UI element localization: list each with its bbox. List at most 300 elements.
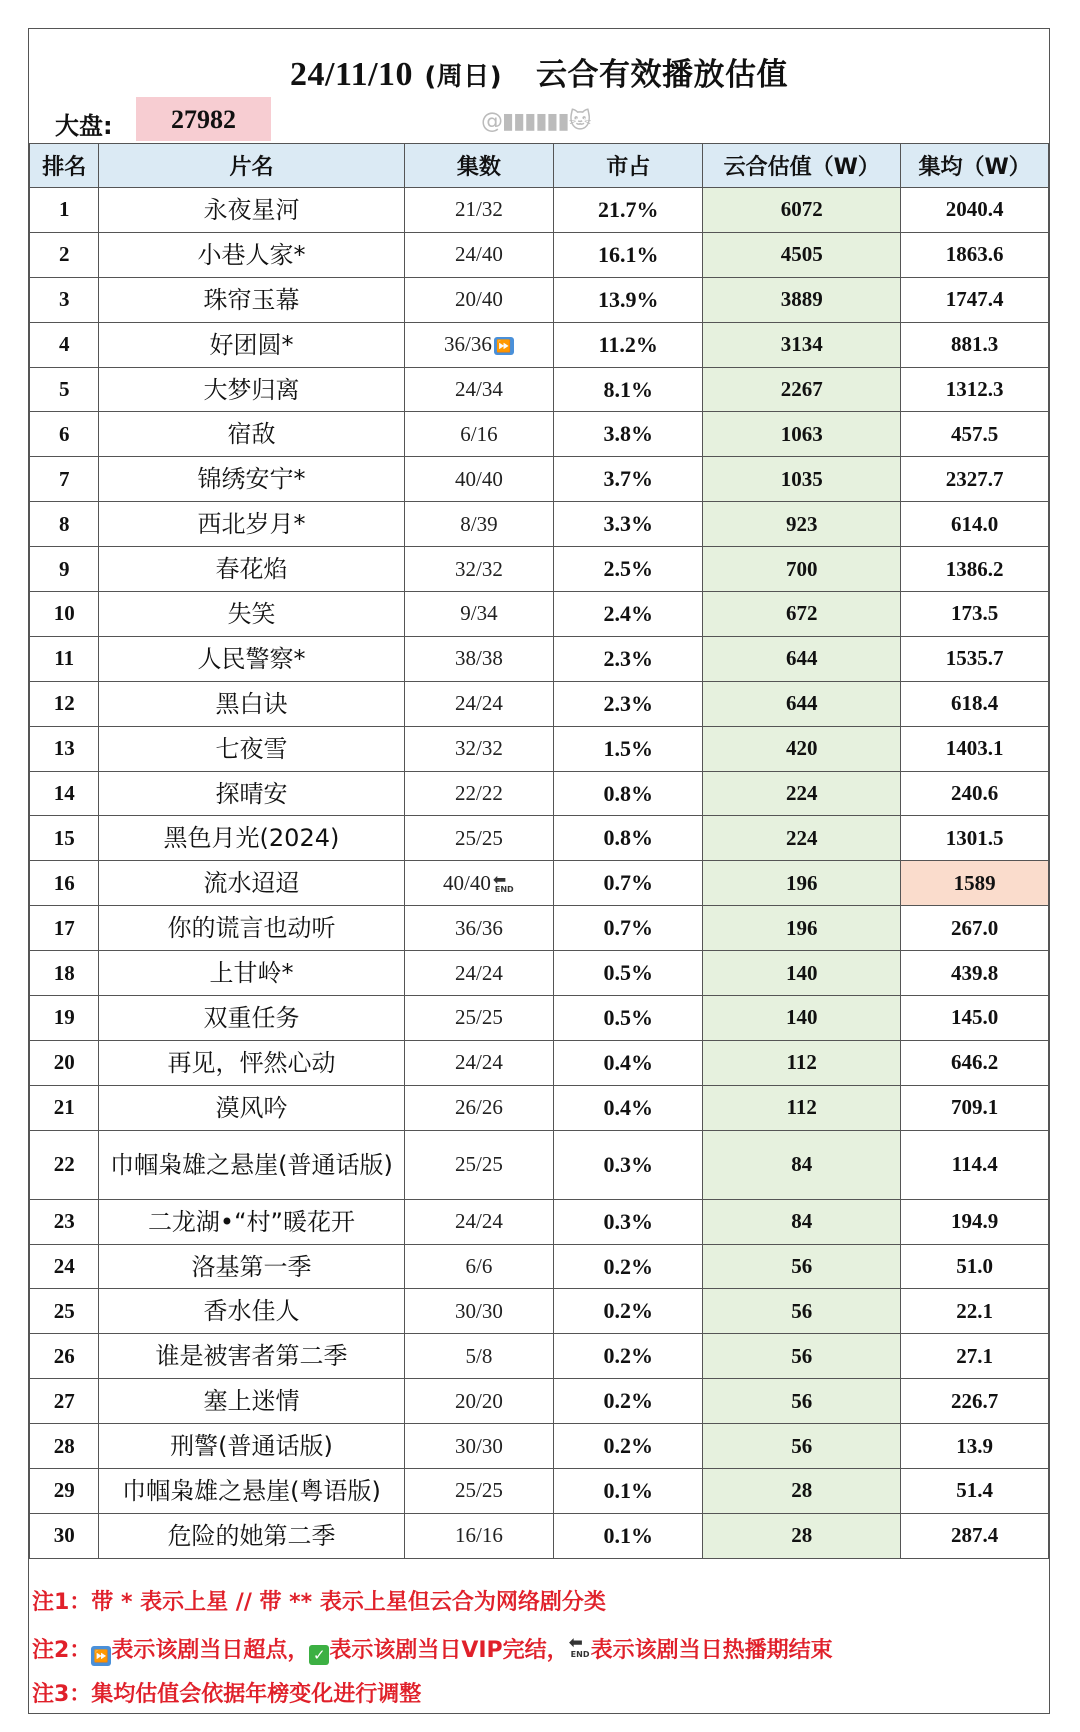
note-2-vip: 表示该剧当日VIP完结， [329,1638,569,1663]
share-cell-text: 0.4% [603,1094,653,1120]
episodes-cell-text: 21/32 [455,197,503,222]
estimate-cell [703,681,901,726]
episodes-cell-text: 26/26 [455,1095,503,1120]
episodes-cell-text: 6/6 [465,1254,493,1279]
episodes-cell [404,996,554,1041]
share-cell [554,996,703,1041]
estimate-cell-text: 56 [791,1298,813,1323]
title-cell-text: 双重任务 [203,1003,300,1032]
rank-cell [30,1334,99,1379]
estimate-cell-text: 1035 [780,466,823,491]
table-row [30,1513,1049,1558]
check-icon: ✓ [309,1645,329,1665]
table-row [30,592,1049,637]
share-cell-text: 21.7% [597,196,659,222]
estimate-cell-text: 644 [785,691,818,716]
rank-cell [30,1085,99,1130]
title-cell [99,771,404,816]
average-cell [901,681,1049,726]
share-cell-text: 0.8% [603,780,653,806]
rank-cell-text: 20 [53,1050,75,1075]
estimate-cell [703,1130,901,1199]
share-cell-text: 3.8% [603,421,653,447]
share-cell [554,322,703,367]
title-cell [99,1199,404,1244]
estimate-cell-text: 196 [785,870,818,895]
title-cell-text: 漠风吟 [215,1093,288,1122]
table-row [30,188,1049,233]
estimate-cell [703,861,901,906]
estimate-cell [703,1379,901,1424]
average-cell-text: 145.0 [951,1005,999,1030]
episodes-cell [404,681,554,726]
rank-cell [30,771,99,816]
rank-cell [30,1199,99,1244]
episodes-cell [404,771,554,816]
table-row [30,1085,1049,1130]
estimate-cell-text: 112 [786,1050,817,1075]
rank-cell [30,367,99,412]
share-cell-text: 0.3% [603,1151,653,1177]
rank-cell-text: 11 [54,646,75,671]
episodes-cell [404,861,554,906]
estimate-cell-text: 4505 [780,242,823,267]
episodes-cell [404,412,554,457]
share-cell [554,906,703,951]
estimate-cell [703,726,901,771]
title-cell-text: 锦绣安宁* [197,465,306,494]
table-row [30,771,1049,816]
average-cell [901,996,1049,1041]
episodes-cell [404,1513,554,1558]
average-cell [901,457,1049,502]
rank-cell-text: 14 [53,781,75,806]
table-row [30,1199,1049,1244]
episodes-cell-text: 9/34 [460,601,498,626]
title-cell [99,232,404,277]
title-cell [99,457,404,502]
estimate-cell-text: 84 [791,1152,813,1177]
fast-forward-icon: ⏩ [494,337,514,355]
rank-cell-text: 27 [53,1388,75,1413]
rank-cell [30,681,99,726]
estimate-cell [703,1085,901,1130]
title-date: 24/11/10 [290,56,414,93]
average-cell-text: 1386.2 [945,556,1004,581]
table-body [30,188,1049,1559]
episodes-cell-text: 40/40 [455,466,503,491]
table-row [30,816,1049,861]
table-row [30,1289,1049,1334]
title-cell [99,1085,404,1130]
rank-cell-text: 6 [58,421,70,446]
estimate-cell [703,1513,901,1558]
title-weekday: (周日) [424,62,503,92]
average-cell [901,1244,1049,1289]
share-cell [554,1379,703,1424]
average-cell-text: 2040.4 [945,197,1004,222]
title-cell [99,547,404,592]
rank-cell [30,547,99,592]
rank-cell [30,412,99,457]
market-label: 大盘: [55,112,113,140]
estimate-cell-text: 56 [791,1343,813,1368]
episodes-cell [404,951,554,996]
rank-cell [30,816,99,861]
average-cell-text: 22.1 [956,1298,994,1323]
note-2-prefix: 注2： [32,1638,92,1663]
share-cell-text: 0.7% [603,915,653,941]
rank-cell-text: 12 [53,691,75,716]
average-cell [901,592,1049,637]
share-cell-text: 2.3% [603,690,653,716]
average-cell [901,1085,1049,1130]
rank-cell-text: 18 [53,960,75,985]
average-cell [901,277,1049,322]
episodes-cell-text: 22/22 [455,781,503,806]
share-cell-text: 16.1% [597,241,659,267]
title-cell-text: 谁是被害者第二季 [155,1342,348,1371]
rank-cell [30,951,99,996]
share-cell-text: 0.2% [603,1343,653,1369]
estimate-cell-text: 56 [791,1388,813,1413]
average-cell [901,1130,1049,1199]
share-cell [554,726,703,771]
fast-forward-icon: ⏩ [91,1646,111,1666]
table-row [30,367,1049,412]
estimate-cell [703,1040,901,1085]
average-cell-text: 51.4 [956,1478,994,1503]
share-cell-text: 2.4% [603,600,653,626]
title-cell-text: 洛基第一季 [191,1252,312,1281]
title-cell [99,1289,404,1334]
average-cell-text: 1535.7 [945,646,1004,671]
episodes-cell [404,1469,554,1514]
estimate-cell [703,412,901,457]
title-cell-text: 巾帼枭雄之悬崖(普通话版) [110,1150,393,1179]
title-cell [99,1424,404,1469]
average-cell [901,1199,1049,1244]
average-cell-text: 1312.3 [945,377,1004,401]
table-row [30,412,1049,457]
title-cell [99,1334,404,1379]
title-cell [99,277,404,322]
average-cell-text: 439.8 [951,960,999,985]
average-cell [901,367,1049,412]
rank-cell-text: 13 [53,736,75,761]
rank-cell-text: 10 [53,601,75,626]
title-cell [99,1040,404,1085]
episodes-cell [404,636,554,681]
share-cell-text: 3.3% [603,511,653,537]
rank-cell-text: 30 [53,1523,75,1548]
col-rank: 排名 [30,144,99,188]
estimate-cell-text: 6072 [780,197,823,222]
episodes-cell-text: 30/30 [455,1298,503,1323]
rank-cell [30,1289,99,1334]
watermark: @▮▮▮▮▮▮🐱 [481,109,591,134]
rank-cell-text: 16 [53,870,75,895]
estimate-cell-text: 84 [791,1209,813,1234]
rank-cell [30,726,99,771]
share-cell [554,1040,703,1085]
rank-cell [30,502,99,547]
average-cell-text: 114.4 [951,1152,998,1177]
average-cell-text: 1747.4 [945,287,1004,312]
share-cell-text: 0.5% [603,960,653,986]
share-cell-text: 13.9% [597,286,659,312]
episodes-cell-text: 25/25 [455,825,503,850]
title-cell-text: 塞上迷情 [203,1387,300,1416]
rank-cell [30,906,99,951]
title-cell-text: 黑色月光(2024) [163,824,340,853]
estimate-cell [703,951,901,996]
title-cell [99,367,404,412]
title-cell-text: 你的谎言也动听 [167,914,336,943]
share-cell-text: 0.8% [603,825,653,851]
rank-cell-text: 17 [53,915,75,940]
average-cell-text: 709.1 [951,1095,999,1120]
average-cell-text: 881.3 [951,332,999,357]
rank-cell [30,188,99,233]
episodes-cell-text: 30/30 [455,1433,503,1458]
rank-cell-text: 9 [58,556,70,581]
share-cell-text: 8.1% [603,376,653,402]
rank-cell [30,592,99,637]
rank-cell [30,1130,99,1199]
average-cell-text: 1863.6 [945,242,1004,267]
rank-cell-text: 28 [53,1433,75,1458]
episodes-cell [404,188,554,233]
rank-cell-text: 21 [53,1095,75,1120]
title-cell-text: 刑警(普通话版) [170,1432,333,1461]
note-1: 注1：带 * 表示上星 // 带 ** 表示上星但云合为网络剧分类 [32,1590,606,1615]
estimate-cell [703,188,901,233]
end-icon-text: END [494,884,514,894]
table-row [30,906,1049,951]
end-arrow-icon: ⬅ END [568,1633,590,1659]
table-row [30,547,1049,592]
share-cell-text: 0.7% [603,870,653,896]
episodes-cell-text: 24/24 [455,691,503,716]
episodes-cell-text: 24/24 [455,1050,503,1075]
episodes-cell [404,726,554,771]
rank-cell-text: 15 [53,825,75,850]
col-share: 市占 [554,144,703,188]
average-cell [901,636,1049,681]
table-row [30,502,1049,547]
estimate-cell-text: 140 [785,960,818,985]
title-cell [99,906,404,951]
average-cell [901,322,1049,367]
rank-cell-text: 29 [53,1478,75,1503]
share-cell [554,771,703,816]
rank-cell-text: 8 [58,511,70,536]
average-cell [901,412,1049,457]
estimate-cell [703,277,901,322]
average-cell-text: 173.5 [951,601,999,626]
title-cell [99,1513,404,1558]
title-cell-text: 西北岁月* [197,510,306,539]
episodes-cell [404,816,554,861]
title-cell [99,1130,404,1199]
average-cell [901,1040,1049,1085]
estimate-cell [703,232,901,277]
average-cell [901,726,1049,771]
col-episodes: 集数 [404,144,554,188]
episodes-cell-text: 25/25 [455,1005,503,1030]
average-cell-text: 13.9 [956,1433,994,1458]
estimate-cell-text: 28 [791,1523,813,1548]
estimate-cell-text: 196 [785,915,818,940]
estimate-cell [703,1424,901,1469]
rank-cell-text: 7 [58,466,70,491]
average-cell-text: 287.4 [951,1523,999,1548]
table-row [30,322,1049,367]
estimate-cell [703,502,901,547]
average-cell-text: 240.6 [951,781,999,806]
note-2-end: 表示该剧当日热播期结束 [590,1638,833,1663]
title-cell-text: 人民警察* [197,644,306,673]
title-cell-text: 二龙湖•“村”暖花开 [147,1207,355,1236]
episodes-cell [404,502,554,547]
table-row [30,1424,1049,1469]
episodes-cell [404,1334,554,1379]
title-cell [99,322,404,367]
title-cell [99,861,404,906]
market-value: 27982 [136,97,271,141]
estimate-cell [703,816,901,861]
rank-cell-text: 4 [58,332,70,357]
col-average: 集均（W） [901,144,1049,188]
title-cell [99,412,404,457]
average-cell [901,188,1049,233]
title-cell-text: 好团圆* [209,330,294,359]
rank-cell-text: 5 [58,377,70,401]
average-cell [901,771,1049,816]
title-cell [99,1379,404,1424]
rank-cell-text: 1 [58,197,70,222]
title-cell [99,592,404,637]
share-cell [554,277,703,322]
rank-cell [30,1244,99,1289]
rank-cell [30,1424,99,1469]
estimate-cell-text: 224 [785,781,818,806]
episodes-cell-text: 40/40 [443,870,491,895]
title-cell [99,502,404,547]
title-cell [99,996,404,1041]
episodes-cell-text: 24/24 [455,960,503,985]
share-cell-text: 0.5% [603,1004,653,1030]
estimate-cell [703,457,901,502]
episodes-cell [404,1130,554,1199]
share-cell [554,502,703,547]
end-arrow-icon: ⬅ END [492,869,514,894]
episodes-cell [404,232,554,277]
share-cell [554,816,703,861]
rank-cell [30,1513,99,1558]
share-cell [554,1199,703,1244]
rank-cell [30,1469,99,1514]
average-cell-text: 457.5 [951,421,999,446]
episodes-cell-text: 5/8 [465,1343,493,1368]
estimate-cell-text: 420 [785,736,818,761]
estimate-cell [703,1199,901,1244]
episodes-cell [404,1244,554,1289]
share-cell [554,681,703,726]
rank-cell [30,636,99,681]
share-cell [554,951,703,996]
average-cell-text: 2327.7 [945,466,1004,491]
episodes-cell-text: 24/40 [455,242,503,267]
title-cell-text: 流水迢迢 [203,869,300,898]
note-2-peak: 表示该剧当日超点， [111,1638,310,1663]
rank-cell [30,1040,99,1085]
share-cell [554,457,703,502]
title-cell [99,188,404,233]
estimate-cell [703,547,901,592]
estimate-cell-text: 56 [791,1254,813,1279]
estimate-cell-text: 2267 [780,377,823,401]
episodes-cell [404,906,554,951]
average-cell-text: 618.4 [951,691,999,716]
average-cell [901,1513,1049,1558]
title-cell [99,1244,404,1289]
episodes-cell-text: 36/36 [444,332,492,357]
rank-cell-text: 2 [58,242,70,267]
share-cell-text: 11.2% [598,331,658,357]
estimate-cell [703,1334,901,1379]
average-cell-text: 614.0 [951,511,999,536]
table-row [30,1244,1049,1289]
page-title [29,49,1049,94]
title-cell-text: 探晴安 [215,779,288,808]
note-3: 注3：集均估值会依据年榜变化进行调整 [32,1682,422,1707]
rank-cell [30,996,99,1041]
table-row [30,232,1049,277]
share-cell [554,1130,703,1199]
share-cell [554,1244,703,1289]
average-cell-text: 51.0 [956,1254,994,1279]
share-cell-text: 0.4% [603,1049,653,1075]
rank-cell-text: 3 [58,287,70,312]
title-cell [99,681,404,726]
estimate-cell [703,592,901,637]
estimate-cell [703,367,901,412]
table-row [30,1334,1049,1379]
title-cell-text: 永夜星河 [203,195,300,224]
share-cell [554,1469,703,1514]
episodes-cell-text: 32/32 [455,736,503,761]
average-cell-text: 27.1 [956,1343,994,1368]
share-cell-text: 0.1% [603,1522,653,1548]
note-2 [32,1633,1052,1666]
average-cell-text: 267.0 [951,915,999,940]
episodes-cell [404,457,554,502]
estimate-cell [703,771,901,816]
title-cell-text: 宿敌 [227,420,276,449]
average-cell-text: 226.7 [951,1388,999,1413]
estimate-cell-text: 3134 [780,332,823,357]
episodes-cell [404,322,554,367]
title-cell [99,636,404,681]
share-cell [554,547,703,592]
title-cell-text: 黑白诀 [215,689,288,718]
estimate-cell [703,1244,901,1289]
estimate-cell [703,996,901,1041]
episodes-cell-text: 20/40 [455,287,503,312]
title-cell-text: 珠帘玉幕 [203,285,300,314]
